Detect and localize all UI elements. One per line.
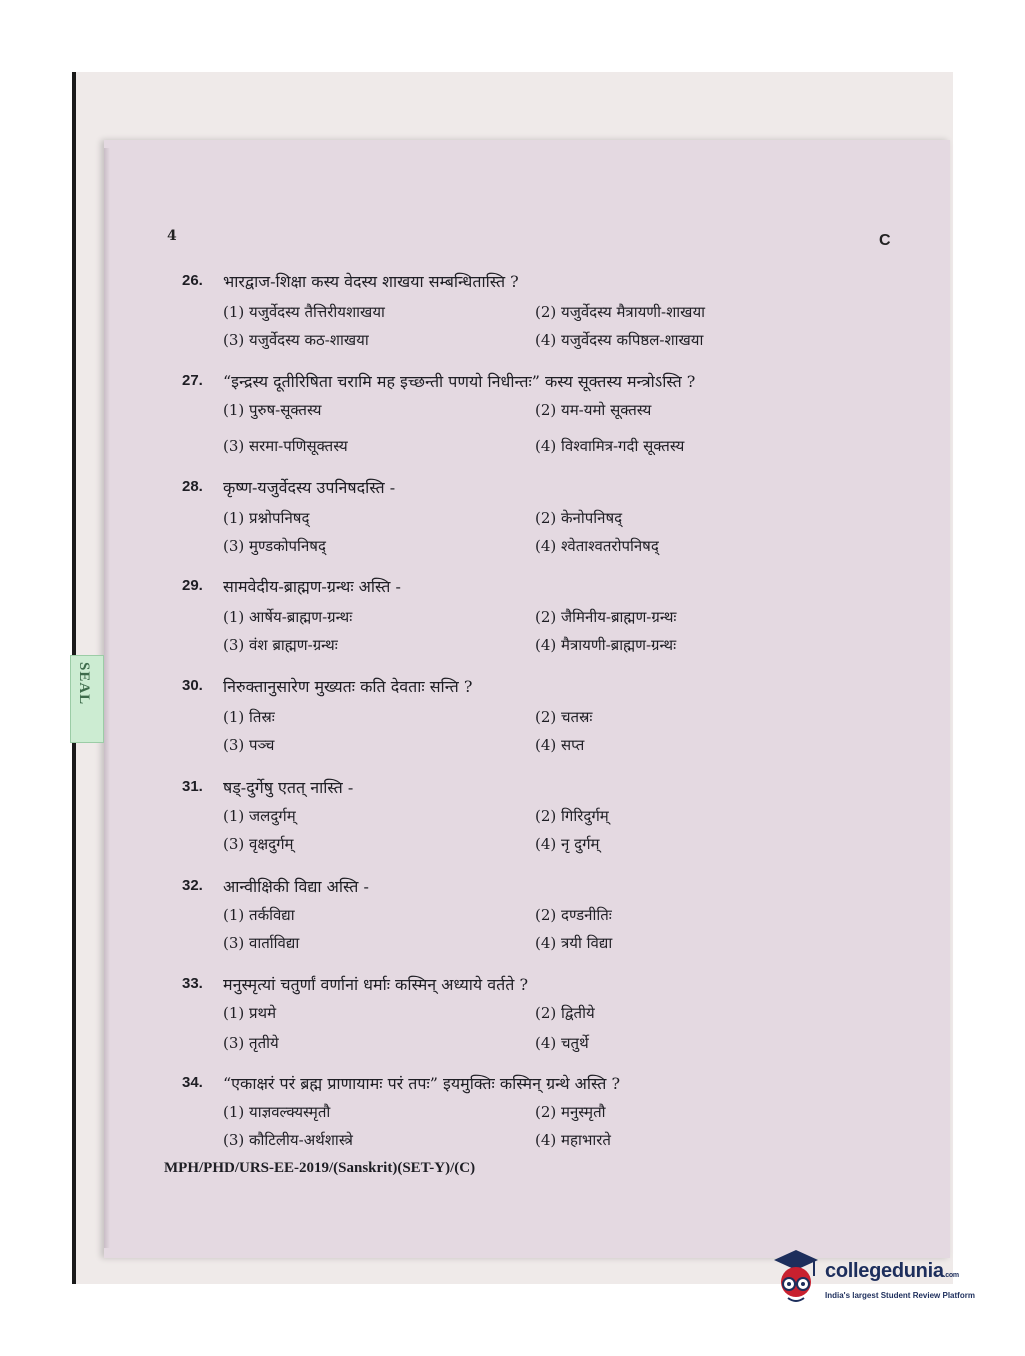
option-4: (4) चतुर्थे bbox=[535, 1034, 589, 1052]
option-1: (1) प्रथमे bbox=[223, 1004, 277, 1022]
option-3: (3) वंश ब्राह्मण-ग्रन्थः bbox=[223, 636, 338, 654]
question-text: “इन्द्रस्य दूतीरिषिता चरामि मह इच्छन्ती पणयो निधीन्तः” कस्य सूक्तस्य मन्त्रोऽस्ति ? bbox=[223, 372, 696, 391]
paper-code-footer: MPH/PHD/URS-EE-2019/(Sanskrit)(SET-Y)/(C) bbox=[164, 1160, 476, 1176]
option-2: (2) केनोपनिषद् bbox=[535, 509, 623, 527]
option-1: (1) पुरुष-सूक्तस्य bbox=[223, 401, 322, 419]
question-text: सामवेदीय-ब्राह्मण-ग्रन्थः अस्ति - bbox=[223, 577, 401, 596]
option-4: (4) विश्वामित्र-गदी सूक्तस्य bbox=[535, 437, 685, 455]
option-4: (4) नृ दुर्गम् bbox=[535, 835, 600, 853]
option-3: (3) सरमा-पणिसूक्तस्य bbox=[223, 437, 348, 455]
option-3: (3) मुण्डकोपनिषद् bbox=[223, 537, 326, 555]
sheet-fold bbox=[104, 148, 110, 1248]
option-1: (1) जलदुर्गम् bbox=[223, 807, 296, 825]
option-2: (2) मनुस्मृतौ bbox=[535, 1103, 606, 1121]
collegedunia-mascot-icon bbox=[768, 1248, 824, 1308]
option-4: (4) सप्त bbox=[535, 736, 585, 754]
option-4: (4) मैत्रायणी-ब्राह्मण-ग्रन्थः bbox=[535, 636, 677, 654]
question-number: 29. bbox=[182, 577, 203, 594]
brand-name: collegedunia.com bbox=[825, 1260, 959, 1282]
set-code: C bbox=[879, 232, 891, 249]
option-1: (1) आर्षेय-ब्राह्मण-ग्रन्थः bbox=[223, 608, 353, 626]
question-number: 31. bbox=[182, 778, 203, 795]
brand-tagline: India's largest Student Review Platform bbox=[825, 1291, 975, 1300]
question-number: 28. bbox=[182, 478, 203, 495]
option-4: (4) श्वेताश्वतरोपनिषद् bbox=[535, 537, 659, 555]
option-4: (4) महाभारते bbox=[535, 1131, 611, 1149]
option-3: (3) तृतीये bbox=[223, 1034, 279, 1052]
question-text: कृष्ण-यजुर्वेदस्य उपनिषदस्ति - bbox=[223, 478, 396, 497]
option-2: (2) यजुर्वेदस्य मैत्रायणी-शाखया bbox=[535, 303, 706, 321]
question-number: 32. bbox=[182, 877, 203, 894]
option-2: (2) द्वितीये bbox=[535, 1004, 595, 1022]
question-number: 27. bbox=[182, 372, 203, 389]
question-number: 26. bbox=[182, 272, 203, 289]
question-text: षड्-दुर्गेषु एतत् नास्ति - bbox=[223, 778, 354, 797]
question-text: भारद्वाज-शिक्षा कस्य वेदस्य शाखया सम्बन्धितास्ति ? bbox=[223, 272, 519, 291]
option-2: (2) चतस्रः bbox=[535, 708, 593, 726]
option-3: (3) कौटिलीय-अर्थशास्त्रे bbox=[223, 1131, 353, 1149]
option-1: (1) यजुर्वेदस्य तैत्तिरीयशाखया bbox=[223, 303, 385, 321]
question-text: आन्वीक्षिकी विद्या अस्ति - bbox=[223, 877, 369, 896]
option-2: (2) गिरिदुर्गम् bbox=[535, 807, 609, 825]
option-2: (2) दण्डनीतिः bbox=[535, 906, 612, 924]
option-4: (4) त्रयी विद्या bbox=[535, 934, 613, 952]
question-number: 33. bbox=[182, 975, 203, 992]
option-1: (1) तर्कविद्या bbox=[223, 906, 295, 924]
question-number: 34. bbox=[182, 1074, 203, 1091]
seal-sticker bbox=[70, 655, 104, 743]
question-text: निरुक्तानुसारेण मुख्यतः कति देवताः सन्ति ? bbox=[223, 677, 473, 696]
option-3: (3) वार्ताविद्या bbox=[223, 934, 300, 952]
option-1: (1) याज्ञवल्क्यस्मृतौ bbox=[223, 1103, 331, 1121]
seal-label: SEAL bbox=[76, 662, 92, 706]
option-2: (2) यम-यमो सूक्तस्य bbox=[535, 401, 652, 419]
question-text: “एकाक्षरं परं ब्रह्म प्राणायामः परं तपः” इयमुक्तिः कस्मिन् ग्रन्थे अस्ति ? bbox=[223, 1074, 621, 1093]
option-1: (1) प्रश्नोपनिषद् bbox=[223, 509, 310, 527]
option-3: (3) यजुर्वेदस्य कठ-शाखया bbox=[223, 331, 369, 349]
collegedunia-watermark[interactable] bbox=[768, 1248, 998, 1312]
question-number: 30. bbox=[182, 677, 203, 694]
option-3: (3) वृक्षदुर्गम् bbox=[223, 835, 294, 853]
question-text: मनुस्मृत्यां चतुर्णां वर्णानां धर्माः कस्मिन् अध्याये वर्तते ? bbox=[223, 975, 529, 994]
brand-suffix: .com bbox=[943, 1272, 959, 1279]
option-3: (3) पञ्च bbox=[223, 736, 275, 754]
option-2: (2) जैमिनीय-ब्राह्मण-ग्रन्थः bbox=[535, 608, 677, 626]
option-4: (4) यजुर्वेदस्य कपिष्ठल-शाखया bbox=[535, 331, 704, 349]
page-number: 4 bbox=[167, 228, 177, 244]
option-1: (1) तिस्रः bbox=[223, 708, 275, 726]
